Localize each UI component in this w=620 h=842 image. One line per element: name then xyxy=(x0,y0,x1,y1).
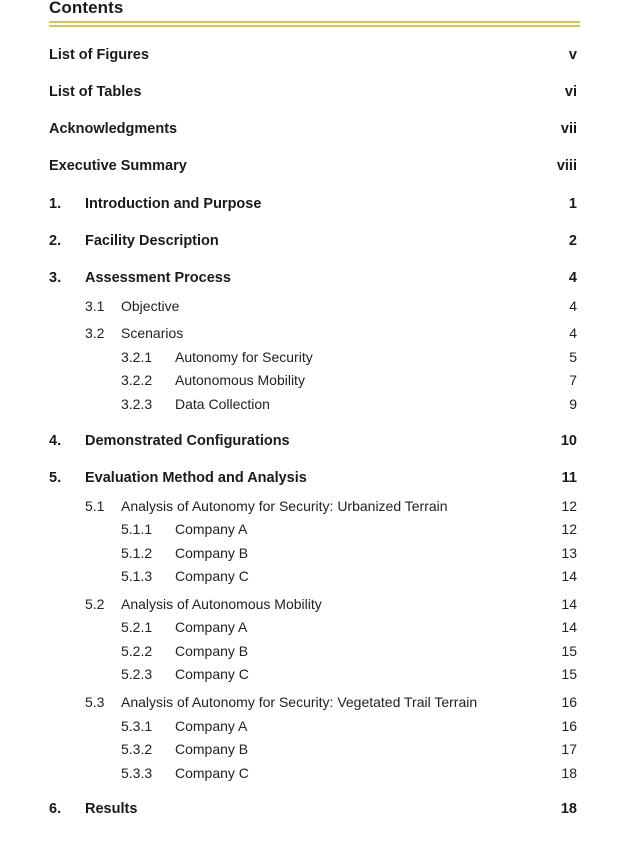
toc-entry-page-number: 13 xyxy=(561,545,577,561)
toc-entry-page-number: 9 xyxy=(569,396,577,412)
toc-entry-number: 5.2.1 xyxy=(121,619,153,635)
toc-entry[interactable] xyxy=(0,322,620,344)
toc-entry-page-number: 11 xyxy=(561,470,577,486)
toc-entry[interactable] xyxy=(0,295,620,317)
toc-entry-title: Results xyxy=(85,801,138,817)
toc-entry-page-number: 15 xyxy=(561,643,577,659)
toc-entry[interactable] xyxy=(0,193,620,215)
toc-entry[interactable] xyxy=(0,691,620,713)
toc-entry-number: 5.2 xyxy=(85,596,105,612)
toc-entry-number: 5.3.2 xyxy=(121,741,153,757)
toc-entry[interactable] xyxy=(0,715,620,737)
toc-entry-number: 3.2.2 xyxy=(121,372,153,388)
toc-entry-page-number: 4 xyxy=(569,325,577,341)
toc-entry[interactable] xyxy=(0,44,620,66)
toc-entry-title: Company A xyxy=(175,718,248,734)
toc-entry-page-number: 17 xyxy=(561,741,577,757)
toc-entry[interactable] xyxy=(0,155,620,177)
toc-entry-page-number: 5 xyxy=(569,349,577,365)
toc-entry-title: Analysis of Autonomy for Security: Vegetated Trail Terrain xyxy=(121,694,478,710)
toc-entry-title: Analysis of Autonomy for Security: Urbanized Terrain xyxy=(121,498,448,514)
toc-entry-page-number: 4 xyxy=(569,298,577,314)
toc-entry-number: 4. xyxy=(49,433,62,449)
toc-entry-number: 5.3 xyxy=(85,694,105,710)
toc-entry-page-number: 1 xyxy=(568,196,577,212)
toc-entry[interactable] xyxy=(0,518,620,540)
toc-entry-number: 5.3.1 xyxy=(121,718,153,734)
toc-entry-number: 2. xyxy=(49,233,62,249)
toc-entry-number: 5.1.2 xyxy=(121,545,153,561)
toc-entry-number: 5. xyxy=(49,470,62,486)
toc-entry-title: Company A xyxy=(175,619,248,635)
toc-entry-title: Assessment Process xyxy=(85,270,231,286)
toc-entry-number: 3. xyxy=(49,270,62,286)
toc-entry-page-number: vii xyxy=(560,121,577,137)
toc-entry-page-number: 2 xyxy=(568,233,577,249)
toc-entry[interactable] xyxy=(0,663,620,685)
toc-entry[interactable] xyxy=(0,495,620,517)
toc-entry-title: Autonomous Mobility xyxy=(175,372,305,388)
toc-entry[interactable] xyxy=(0,616,620,638)
toc-entry[interactable] xyxy=(0,346,620,368)
toc-entry[interactable] xyxy=(0,393,620,415)
toc-entry-page-number: 10 xyxy=(560,433,577,449)
toc-entry-title: Facility Description xyxy=(85,233,219,249)
toc-entry[interactable] xyxy=(0,565,620,587)
toc-entry-page-number: 16 xyxy=(561,718,577,734)
toc-entry-number: 6. xyxy=(49,801,62,817)
toc-entry[interactable] xyxy=(0,542,620,564)
toc-entry-title: Scenarios xyxy=(121,325,184,341)
toc-entry-page-number: 18 xyxy=(561,765,577,781)
toc-entry-title: Company C xyxy=(175,765,249,781)
toc-entry[interactable] xyxy=(0,230,620,252)
toc-entry-title: Executive Summary xyxy=(49,158,187,174)
toc-entry-title: Analysis of Autonomous Mobility xyxy=(121,596,322,612)
heading-rule-top xyxy=(49,21,580,23)
toc-entry-page-number: 14 xyxy=(561,568,577,584)
toc-entry-page-number: vi xyxy=(564,84,577,100)
toc-entry-title: Objective xyxy=(121,298,180,314)
toc-entry[interactable] xyxy=(0,798,620,820)
toc-entry-number: 5.1 xyxy=(85,498,105,514)
toc-entry-title: Data Collection xyxy=(175,396,270,412)
toc-entry[interactable] xyxy=(0,593,620,615)
toc-entry-title: Company B xyxy=(175,545,249,561)
toc-entry[interactable] xyxy=(0,267,620,289)
toc-entry-page-number: viii xyxy=(556,158,577,174)
toc-entry-title: List of Tables xyxy=(49,84,142,100)
toc-entry-title: Demonstrated Configurations xyxy=(85,433,290,449)
contents-heading: Contents xyxy=(49,0,124,17)
toc-entry[interactable] xyxy=(0,81,620,103)
toc-entry-title: Acknowledgments xyxy=(49,121,178,137)
toc-entry[interactable] xyxy=(0,738,620,760)
toc-entry-title: Autonomy for Security xyxy=(175,349,313,365)
toc-entry-title: List of Figures xyxy=(49,47,149,63)
toc-entry-title: Company B xyxy=(175,741,249,757)
toc-entry-page-number: 18 xyxy=(560,801,577,817)
toc-entry-number: 3.1 xyxy=(85,298,105,314)
toc-entry-number: 5.1.1 xyxy=(121,521,153,537)
toc-entry-number: 5.2.2 xyxy=(121,643,153,659)
toc-entry[interactable] xyxy=(0,369,620,391)
toc-entry-page-number: 4 xyxy=(568,270,577,286)
toc-entry-title: Company A xyxy=(175,521,248,537)
toc-entry[interactable] xyxy=(0,467,620,489)
toc-entry[interactable] xyxy=(0,762,620,784)
toc-entry-number: 3.2 xyxy=(85,325,105,341)
toc-entry-page-number: 7 xyxy=(569,372,577,388)
toc-entry-title: Introduction and Purpose xyxy=(85,196,262,212)
toc-entry-title: Company B xyxy=(175,643,249,659)
toc-entry-number: 5.3.3 xyxy=(121,765,153,781)
heading-rule-bottom xyxy=(49,25,580,27)
toc-entry-page-number: 14 xyxy=(561,619,577,635)
toc-entry-title: Company C xyxy=(175,568,249,584)
toc-entry-page-number: 12 xyxy=(561,498,577,514)
toc-entry-page-number: v xyxy=(568,47,577,63)
toc-entry[interactable] xyxy=(0,430,620,452)
toc-entry-page-number: 15 xyxy=(561,666,577,682)
toc-entry-title: Company C xyxy=(175,666,249,682)
toc-entry-number: 5.2.3 xyxy=(121,666,153,682)
toc-entry-page-number: 16 xyxy=(561,694,577,710)
toc-entry-title: Evaluation Method and Analysis xyxy=(85,470,307,486)
toc-entry-number: 5.1.3 xyxy=(121,568,153,584)
toc-entry-number: 3.2.3 xyxy=(121,396,153,412)
toc-entry-page-number: 14 xyxy=(561,596,577,612)
toc-entry-page-number: 12 xyxy=(561,521,577,537)
toc-entry[interactable] xyxy=(0,118,620,140)
toc-entry-number: 1. xyxy=(49,196,62,212)
toc-entry-number: 3.2.1 xyxy=(121,349,153,365)
toc-entry[interactable] xyxy=(0,640,620,662)
